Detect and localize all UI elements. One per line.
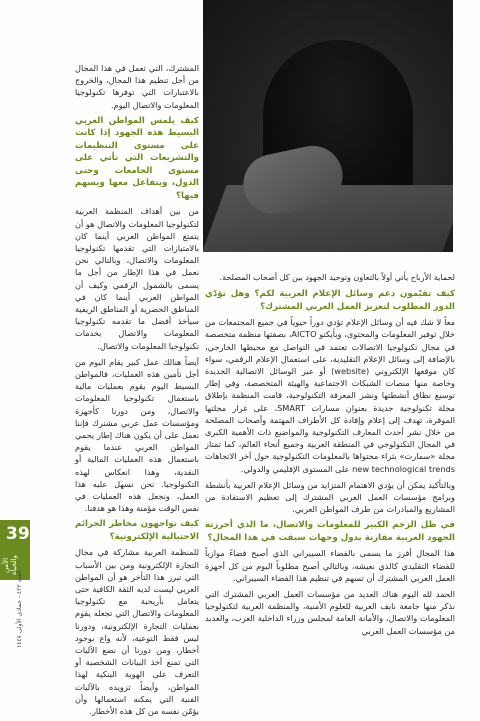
question-heading: كيف تواجهون مخاطر الجرائم الاحتيالية الإلكترونية؟ (75, 519, 199, 542)
hacker-photo (203, 0, 453, 252)
paragraph: معاً لا شك فيه أن وسائل الإعلام تؤدي دوراً حيوياً في جميع المجتمعات من خلال توفير المعلومات والمحتوى، وبأيكتو AICTO، بصفتها منظمة متخصصة في مجال تكنولوجيا الاتصالات تعتمد في التواصل مع محيطها الخارجي، بالإضافة إلى وسائل الإعلام التقليدية، على استعمال الإعلام الرقمي، سواء كان موقعها الإلكتروني (website) أو عبر الوسائل الاتصالية الجديدة وخاصة منها منصات الشبكات الاجتماعية والهيئة المتخصصة، وفي إطار توسيع نطاق أنشطتها ونشر المعرفة التكنولوجية، قامت المنظمة بإطلاق مجلة تكنولوجية جديدة بعنوان مسارات SMART، على غرار مجلتها الموقرة، تهدف إلى إعلام وإفادة كل الأطراف المهتمة وأصحاب المصلحة من خلال نشر أحدث المعارف التكنولوجية والمواضيع ذات الأهمية الكبرى في المجال التكنولوجي في المنطقة العربية وجميع أنحاء العالم، كما تمتاز مجلة «سمارت» بثراء محتواها بالمعلومات التكنولوجية حول آخر الاتجاهات new technological trends على المستوى الإقليمي والدولي. (205, 317, 455, 474)
question-heading: كيف تقيّمون دعم وسائل الإعلام العربية لكم؟ وهل تؤدّي الدور المطلوب لتعزيز العمل العربي المشترك؟ (205, 289, 455, 312)
question-heading: كيف يلمس المواطن العربي البسيط هذه الجهود إذا كانت على مستوى التنظيمات والتشريعات التي تأتي على مستوى الجامعات وحتى الدول، ويتفاعل معها ويسهم فيها؟ (75, 115, 199, 201)
photo-caption: لحماية الأرباح يأتي أولاً بالتعاون وتوحيد الجهود بين كل أصحاب المصلحة. (219, 273, 455, 282)
left-column (75, 62, 199, 721)
right-column (205, 272, 455, 641)
paragraph: هذا المجال أفرز ما يسمى بالفضاء السيبراني الذي أصبح فضاءً موازياً للفضاء التقليدي كالذي نعيشه، وبالتالي أصبح مطلوباً اليوم من كل أجهزة العمل العربي المشترك أن تسهم في تنظيم هذا الفضاء السيبراني. (205, 548, 455, 583)
magazine-section: الأمن والحياة (2, 555, 18, 575)
paragraph: للمنظمة العربية مشاركة في مجال التجارة الإلكترونية ومن بين الأسباب التي تبرز هذا التأخر هو أن المواطن العربي ليست لديه الثقة الكافية حتى يتعامل بأريحية مع تكنولوجيا المعلومات والاتصال التي تجعله يقوم بعمليات التجارة الإلكترونية، ودورنا ليس فقط التوعية، لأنه واع بوجود أخطار، ومن دورنا أن نضع الآليات التي تمنع أخذ البيانات الشخصية أو التعرف على الهوية البنكية لهذا المواطن، وأيضاً تزويده بالآليات الفنية التي يمكنه استعمالها وأن يؤمّن نفسه من كل هذه الأخطار. (75, 547, 199, 717)
paragraph: المشترك، التي تعمل في هذا المجال من أجل تنظيم هذا المجال، والخروج بالاعتبارات التي توفرها تكنولوجيا المعلومات والاتصال اليوم. (75, 63, 199, 110)
question-heading: في ظل الزخم الكبير للمعلومات والاتصال، ما الذي أحرزته الجهود العربية مقارنة بدول وجهات سبقت في هذا المجال؟ (205, 520, 455, 543)
paragraph: وبالتأكيد يمكن أن يؤدي الاهتمام المتزايد من وسائل الإعلام العربية بأنشطة وبرامج مؤسسات العمل العربي المشترك إلى تعظيم الاستفادة من المشاريع والمبادرات من طرف المواطن العربي. (205, 479, 455, 515)
paragraph: أيضاً هنالك عمل كبير يقام اليوم من أجل تأمين هذه العمليات، فالمواطن البسيط اليوم يقوم بعمليات مالية باستعمال تكنولوجيا المعلومات والاتصال، ومن دورنا كأجهزة ومؤسسات عمل عربي مشترك فإننا نعمل على أن يكون هناك إطار يحمي المواطن العربي عندما يقوم باستعمال هذه العمليات المالية أو النقدية، وهذا انعكاس لهذه التكنولوجيا. نحن نسهل عليه هذا العمل، ونجعل هذه العمليات في نفس الوقت مؤمنة وهذا هو هدفنا. (75, 356, 199, 514)
sidebar-note: العدد ٤٢٢ - جمادى الأولى ١٤٤٧ (16, 570, 23, 648)
page-number: 39 (6, 524, 30, 544)
paragraph: الحمد لله اليوم هناك العديد من مؤسسات العمل العربي المشترك التي نذكر منها جامعة نايف العربية للعلوم الأمنية، والمنظمة العربية لتكنولوجيا المعلومات والاتصال، والأمانة العامة لمجلس وزراء الداخلية العرب، والعديد من مؤسسات العمل العربي (205, 589, 455, 636)
paragraph: من بين أهداف المنظمة العربية لتكنولوجيا المعلومات والاتصال هو أن يتمتع المواطن العربي أينما كان بالامتيازات التي تقدمها تكنولوجيا المعلومات والاتصال، وبالتالي نحن نعمل في هذا الإطار من أجل ما يسمى بالشمول الرقمي وكيف أن المواطن العربي أينما كان في المناطق الحضرية أو المناطق الريفية سيأخذ أفضل ما تقدمه تكنولوجيا المعلومات والاتصال بخدمات تكنولوجيا المعلومات والاتصال. (75, 206, 199, 351)
